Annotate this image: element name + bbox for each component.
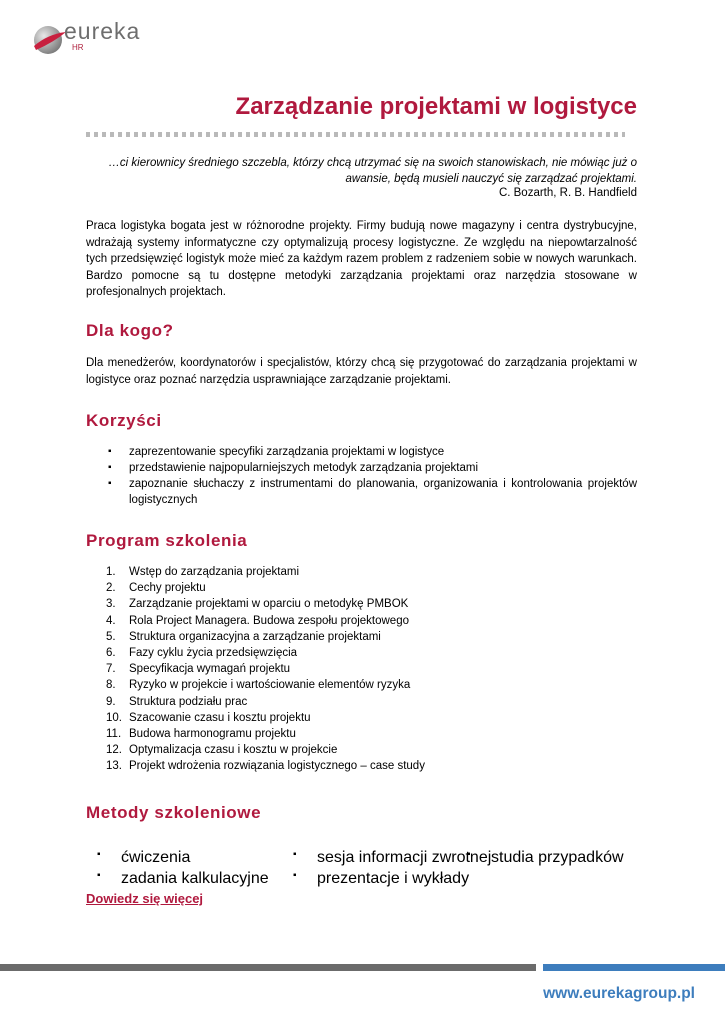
method-item: ▪ zadania kalkulacyjne bbox=[97, 870, 269, 888]
method-item: ▪ prezentacje i wykłady bbox=[293, 870, 469, 888]
item-text: Fazy cyklu życia przedsięwzięcia bbox=[129, 647, 298, 660]
item-text: Ryzyko w projekcie i wartościowanie elementów ryzyka bbox=[129, 679, 411, 692]
item-text: Rola Project Managera. Budowa zespołu projektowego bbox=[129, 614, 409, 627]
dotted-divider bbox=[86, 132, 625, 137]
item-text: Cechy projektu bbox=[129, 582, 206, 595]
list-item: ▪ zapoznanie słuchaczy z instrumentami do planowania, organizowania i kontrolowania projektów logistycznych bbox=[86, 476, 637, 508]
item-number: 2. bbox=[106, 582, 116, 595]
intro-paragraph: Praca logistyka bogata jest w różnorodne projekty. Firmy budują nowe magazyny i centra dystrybucyjne, wdrażają systemy informatyczne czy optymalizują procesy logistyczne. Ze względu na niepowtarzalność tych przedsięwzięć logistyk może mieć za każdym razem problem z radzeniem sobie w nowych warunkach. Bardzo pomocne są tu dostępne metodyki zarządzania projektami oraz narzędzia stosowane w profesjonalnych projektach. bbox=[86, 220, 637, 298]
benefits-list bbox=[86, 444, 637, 508]
item-text: Zarządzanie projektami w oparciu o metodykę PMBOK bbox=[129, 598, 409, 611]
program-list bbox=[86, 564, 637, 775]
for-whom-paragraph: Dla menedżerów, koordynatorów i specjalistów, którzy chcą się przygotować do zarządzania projektami w logistyce oraz poznać narzędzia usprawniające zarządzanie projektami. bbox=[86, 357, 637, 386]
item-number: 13. bbox=[106, 760, 122, 773]
learn-more-link[interactable]: Dowiedz się więcej bbox=[86, 891, 204, 906]
for-whom-heading: Dla kogo? bbox=[86, 321, 174, 340]
list-item: ▪ przedstawienie najpopularniejszych metodyk zarządzania projektami bbox=[86, 460, 637, 476]
page-title: Zarządzanie projektami w logistyce bbox=[235, 93, 637, 120]
item-text: Struktura podziału prac bbox=[129, 695, 248, 708]
item-text: Wstęp do zarządzania projektami bbox=[129, 566, 300, 578]
item-number: 10. bbox=[106, 711, 122, 724]
quote-text: …ci kierownicy średniego szczebla, którzy chcą utrzymać się na swoich stanowiskach, nie mówiąc już o awansie, będą musieli nauczyć się zarządzać projektami. bbox=[108, 157, 637, 185]
item-number: 1. bbox=[106, 566, 116, 578]
item-number: 11. bbox=[106, 728, 122, 741]
item-number: 3. bbox=[106, 598, 116, 611]
list-item bbox=[86, 596, 637, 612]
list-item: ▪ zaprezentowanie specyfiki zarządzania projektami w logistyce bbox=[86, 444, 637, 460]
item-text: Budowa harmonogramu projektu bbox=[129, 728, 296, 741]
method-item: ▪ ćwiczenia bbox=[97, 849, 190, 867]
list-item bbox=[86, 613, 637, 629]
item-text: Szacowanie czasu i kosztu projektu bbox=[129, 711, 311, 724]
item-number: 6. bbox=[106, 647, 116, 660]
methods-heading: Metody szkoleniowe bbox=[86, 803, 262, 822]
item-number: 5. bbox=[106, 630, 116, 643]
list-item bbox=[86, 661, 637, 677]
list-item bbox=[86, 758, 637, 774]
item-text: Optymalizacja czasu i kosztu w projekcie bbox=[129, 744, 338, 757]
program-heading: Program szkolenia bbox=[86, 531, 248, 550]
item-number: 9. bbox=[106, 695, 116, 708]
list-item bbox=[86, 629, 637, 645]
list-item bbox=[86, 710, 637, 726]
item-number: 12. bbox=[106, 744, 122, 757]
list-item bbox=[86, 726, 637, 742]
logo-text: eureka bbox=[64, 18, 141, 44]
benefits-heading: Korzyści bbox=[86, 411, 162, 430]
list-item bbox=[86, 645, 637, 661]
method-item: ▪ sesja informacji zwrotnej bbox=[293, 849, 491, 867]
footer-bar-blue bbox=[543, 964, 725, 971]
item-number: 8. bbox=[106, 679, 116, 692]
website-link[interactable]: www.eurekagroup.pl bbox=[543, 985, 695, 1002]
item-number: 7. bbox=[106, 663, 116, 676]
quote-author: C. Bozarth, R. B. Handfield bbox=[498, 187, 637, 199]
list-item bbox=[86, 742, 637, 758]
list-item bbox=[86, 564, 637, 580]
list-item bbox=[86, 677, 637, 693]
footer-bar-gray bbox=[0, 964, 536, 971]
list-item bbox=[86, 580, 637, 596]
list-item bbox=[86, 694, 637, 710]
item-text: Projekt wdrożenia rozwiązania logistycznego – case study bbox=[129, 760, 425, 773]
item-text: Struktura organizacyjna a zarządzanie projektami bbox=[129, 630, 381, 643]
item-number: 4. bbox=[106, 614, 116, 627]
method-item: ▪ studia przypadków bbox=[467, 849, 624, 867]
item-text: Specyfikacja wymagań projektu bbox=[129, 663, 291, 676]
logo-subtext: HR bbox=[72, 43, 84, 52]
